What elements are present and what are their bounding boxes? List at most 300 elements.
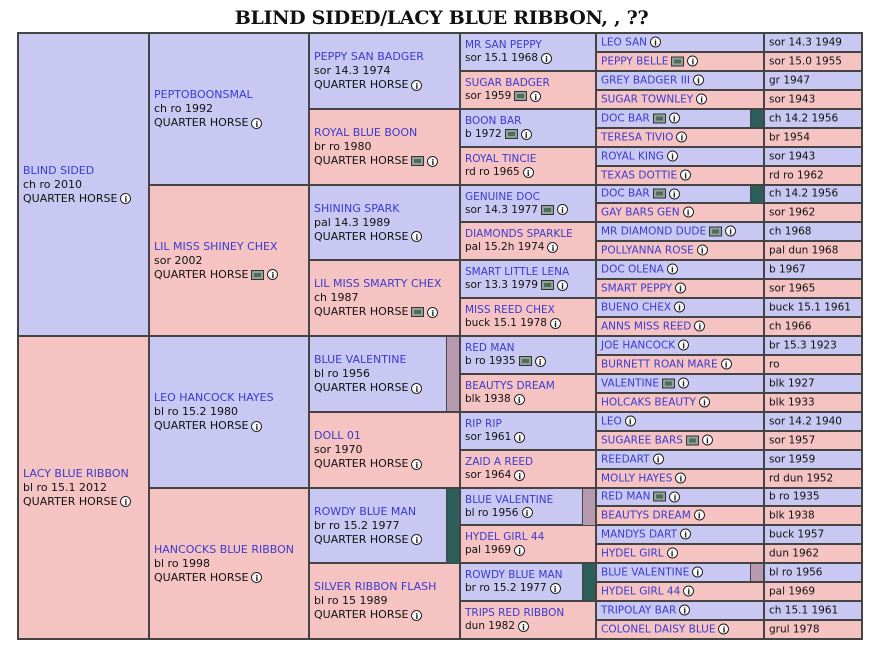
info-circle-icon[interactable]: i [411,383,422,394]
info-circle-icon[interactable]: i [514,432,525,443]
horse-breed: QUARTER HORSE [314,532,409,546]
horse-detail [465,52,593,65]
gen4-horse-cell [460,601,596,639]
horse-info [601,396,761,409]
horse-name-link[interactable]: LACY BLUE RIBBON [23,466,129,480]
horse-breed: QUARTER HORSE [314,229,409,243]
horse-name-link[interactable]: DOLL 01 [314,429,361,442]
photo-icon[interactable] [653,189,666,199]
info-circle-icon[interactable]: i [550,318,561,329]
info-circle-icon[interactable]: i [667,151,678,162]
gen5-detail-cell [764,222,862,241]
photo-icon[interactable] [653,113,666,123]
name-line [314,429,457,443]
gen5-detail-cell [764,317,862,336]
horse-detail [465,204,593,217]
info-circle-icon[interactable]: i [696,94,707,105]
photo-icon[interactable] [671,56,684,66]
gen5-detail-cell [764,620,862,639]
horse-info [314,277,457,319]
horse-detail [465,582,593,595]
name-line [465,607,593,620]
info-circle-icon[interactable]: i [411,534,422,545]
horse-name-link[interactable]: RIP RIP [465,418,502,430]
gen5-horse-cell [596,71,764,90]
horse-color-height-year: sor 1962 [769,206,816,218]
gen3-horse-cell [309,336,460,412]
horse-color-height-year: grul 1978 [769,623,820,635]
gen3-horse-cell [309,563,460,639]
info-circle-icon[interactable]: i [680,529,691,540]
info-circle-icon[interactable]: i [120,496,131,507]
horse-name-link[interactable]: DIAMONDS SPARKLE [465,228,573,240]
info-circle-icon[interactable]: i [514,545,525,556]
name-line [465,418,593,431]
horse-name-link[interactable]: BLUE VALENTINE [601,566,690,578]
horse-info [601,358,761,371]
horse-color-height-year: sor 14.3 1977 [465,203,538,216]
horse-breed: QUARTER HORSE [154,116,249,129]
info-circle-icon[interactable]: i [721,359,732,370]
horse-info [23,467,146,509]
horse-name-link[interactable]: BURNETT ROAN MARE [601,358,718,370]
info-circle-icon[interactable]: i [251,421,262,432]
name-line [465,456,593,469]
horse-detail [465,317,593,330]
gen5-horse-cell [596,222,764,241]
gen5-horse-cell [596,525,764,544]
gen3-horse-cell [309,412,460,488]
horse-info [601,320,761,333]
horse-info [314,429,457,471]
horse-name-link[interactable]: PEPPY SAN BADGER [314,50,424,63]
info-circle-icon[interactable]: i [680,170,691,181]
horse-info [601,585,761,598]
horse-info [601,415,761,428]
horse-breed: QUARTER HORSE [154,419,249,432]
info-circle-icon[interactable]: i [667,264,678,275]
horse-color-height-year: sor 1959 [769,453,816,465]
horse-color-height-year: br 1954 [769,131,811,143]
horse-name-link[interactable]: HANCOCKS BLUE RIBBON [154,542,295,556]
horse-name-link[interactable]: VALENTINE [601,377,660,389]
horse-name-link[interactable]: MISS REED CHEX [465,304,555,316]
horse-color-height-year: ch 14.2 1956 [769,187,839,200]
photo-icon[interactable] [251,270,264,280]
inbreeding-marker [582,488,596,526]
gen5-horse-cell [596,90,764,109]
horse-detail [23,178,146,192]
info-circle-icon[interactable]: i [697,245,708,256]
horse-info [601,188,761,201]
horse-name-link[interactable]: TERESA TIVIO [601,131,674,143]
photo-icon[interactable] [519,356,532,366]
info-circle-icon[interactable]: i [427,156,438,167]
gen5-horse-cell [596,450,764,469]
info-circle-icon[interactable]: i [679,605,690,616]
gen5-horse-cell [596,469,764,488]
horse-name-link[interactable]: GENUINE DOC [465,190,540,203]
info-circle-icon[interactable]: i [411,231,422,242]
name-line [314,50,457,64]
gen5-detail-cell [764,582,862,601]
horse-detail [154,254,306,268]
info-circle-icon[interactable]: i [522,507,533,518]
info-circle-icon[interactable]: i [411,610,422,621]
horse-name-link[interactable]: HOLCAKS BEAUTY [601,396,696,408]
horse-breed: QUARTER HORSE [154,570,249,584]
horse-name-link[interactable]: POLLYANNA ROSE [601,244,694,256]
horse-name-link[interactable]: SHINING SPARK [314,201,400,215]
horse-info [465,456,593,482]
horse-detail [465,469,593,482]
horse-info [465,380,593,406]
horse-detail [314,140,457,154]
horse-breed-line [314,457,457,471]
horse-name-link[interactable]: HYDEL GIRL 44 [465,531,545,543]
info-circle-icon[interactable]: i [669,113,680,124]
info-circle-icon[interactable]: i [514,470,525,481]
horse-color-height-year: sor 13.3 1979 [465,279,538,291]
name-line [154,88,306,102]
gen5-horse-cell [596,336,764,355]
horse-name-link[interactable]: BLUE VALENTINE [314,353,407,366]
horse-breed: QUARTER HORSE [314,608,409,621]
gen4-horse-cell [460,222,596,260]
horse-name-link[interactable]: SMART LITTLE LENA [465,266,570,278]
info-circle-icon[interactable]: i [675,283,686,294]
gen5-detail-cell [764,469,862,488]
info-circle-icon[interactable]: i [411,80,422,91]
horse-name-link[interactable]: HYDEL GIRL [601,547,664,559]
horse-name-link[interactable]: ROWDY BLUE MAN [465,569,563,581]
horse-name-link[interactable]: SMART PEPPY [601,282,673,294]
photo-icon[interactable] [709,226,722,236]
info-circle-icon[interactable]: i [120,193,131,204]
gen5-horse-cell [596,279,764,298]
horse-breed: QUARTER HORSE [154,267,249,281]
gen5-detail-cell [764,166,862,185]
photo-icon[interactable] [541,280,554,290]
info-circle-icon[interactable]: i [653,454,664,465]
info-circle-icon[interactable]: i [541,53,552,64]
horse-name-link[interactable]: TRIPOLAY BAR [601,604,677,616]
horse-color-height-year: sor 1965 [769,282,816,294]
info-circle-icon[interactable]: i [699,397,710,408]
horse-detail [154,102,306,116]
info-circle-icon[interactable]: i [683,586,694,597]
horse-name-link[interactable]: MANDYS DART [601,528,678,540]
horse-name-link[interactable]: PEPTOBOONSMAL [154,88,253,101]
horse-name-link[interactable]: LIL MISS SMARTY CHEX [314,277,442,290]
photo-icon[interactable] [686,435,699,445]
horse-info [601,55,761,68]
horse-color-height-year: sor 14.2 1940 [769,415,842,427]
inbreeding-marker [750,185,764,204]
horse-name-link[interactable]: BLUE VALENTINE [465,493,554,506]
gen5-detail-cell [764,279,862,298]
horse-detail [314,291,457,305]
info-circle-icon[interactable]: i [547,242,558,253]
horse-breed-line [314,230,457,244]
info-circle-icon[interactable]: i [669,188,680,199]
horse-name-link[interactable]: ROYAL TINCIE [465,153,537,165]
gen5-detail-cell [764,450,862,469]
horse-info [465,39,593,65]
info-circle-icon[interactable]: i [535,356,546,367]
name-line [314,126,457,140]
horse-name-link[interactable]: SILVER RIBBON FLASH [314,580,437,593]
horse-name-link[interactable]: COLONEL DAISY BLUE [601,623,716,635]
horse-name-link[interactable]: ROWDY BLUE MAN [314,504,417,518]
info-circle-icon[interactable]: i [550,583,561,594]
gen3-horse-cell [309,33,460,109]
horse-color-height-year: ch ro 1992 [154,102,214,115]
name-line [314,277,457,291]
horse-info [601,547,761,560]
horse-breed: QUARTER HORSE [314,305,409,318]
horse-name-link[interactable]: RED MAN [601,490,651,503]
horse-name-link[interactable]: BEAUTYS DREAM [601,509,691,521]
name-line [465,77,593,90]
horse-color-height-year: rd dun 1952 [769,472,834,484]
info-circle-icon[interactable]: i [683,207,694,218]
gen5-horse-cell [596,185,764,203]
gen5-detail-cell [764,355,862,374]
horse-name-link[interactable]: SUGAREE BARS [601,434,683,446]
horse-name-link[interactable]: ROYAL BLUE BOON [314,126,418,139]
name-line [465,191,593,204]
info-circle-icon[interactable]: i [676,132,687,143]
info-circle-icon[interactable]: i [667,548,678,559]
photo-icon[interactable] [541,205,554,215]
horse-info [465,266,593,292]
gen4-horse-cell [460,336,596,374]
horse-name-link[interactable]: GREY BADGER III [601,74,690,86]
horse-info [601,623,761,636]
gen5-horse-cell [596,166,764,185]
gen4-horse-cell [460,109,596,147]
info-circle-icon[interactable]: i [267,269,278,280]
name-line [465,569,593,582]
name-line [465,153,593,166]
info-circle-icon[interactable]: i [530,91,541,102]
horse-info [154,391,306,433]
horse-info [601,604,761,617]
horse-color-height-year: sor 1959 [465,90,512,102]
info-circle-icon[interactable]: i [557,204,568,215]
gen5-detail-cell [764,506,862,525]
horse-name-link[interactable]: HYDEL GIRL 44 [601,585,681,597]
info-circle-icon[interactable]: i [518,621,529,632]
horse-name-link[interactable]: REEDART [601,453,650,465]
name-line [314,505,457,519]
info-circle-icon[interactable]: i [514,394,525,405]
horse-name-link[interactable]: MR DIAMOND DUDE [601,225,707,237]
info-circle-icon[interactable]: i [427,307,438,318]
horse-breed-line [23,495,146,509]
gen2-horse-cell [149,33,309,185]
horse-name-link[interactable]: ANNS MISS REED [601,320,692,332]
horse-name-link[interactable]: SUGAR BADGER [465,77,550,89]
photo-icon[interactable] [662,378,675,388]
gen5-detail-cell [764,260,862,279]
gen5-horse-cell [596,317,764,336]
horse-breed-line [314,78,457,92]
info-circle-icon[interactable]: i [557,280,568,291]
horse-info [601,434,761,447]
gen4-horse-cell [460,260,596,298]
info-circle-icon[interactable]: i [521,129,532,140]
gen4-horse-cell [460,185,596,222]
horse-name-link[interactable]: TEXAS DOTTIE [601,169,678,181]
horse-name-link[interactable]: MR SAN PEPPY [465,39,542,51]
name-line [465,228,593,241]
horse-name-link[interactable]: DOC BAR [601,112,650,124]
info-circle-icon[interactable]: i [523,167,534,178]
photo-icon[interactable] [653,492,666,502]
gen4-horse-cell [460,450,596,488]
horse-color-height-year: dun 1982 [465,620,516,632]
name-line [465,304,593,317]
horse-name-link[interactable]: DOC OLENA [601,263,664,275]
gen1-horse-cell [18,33,149,336]
gen5-detail-cell [764,563,862,582]
horse-info [465,607,593,633]
gen5-detail-cell [764,71,862,90]
photo-icon[interactable] [411,156,424,166]
info-circle-icon[interactable]: i [675,473,686,484]
gen5-detail-cell [764,544,862,563]
horse-detail [465,431,593,444]
horse-color-height-year: pal 15.2h 1974 [465,241,545,253]
horse-color-height-year: br ro 15.2 1977 [465,582,547,594]
gen5-detail-cell [764,90,862,109]
gen5-horse-cell [596,109,764,128]
horse-name-link[interactable]: DOC BAR [601,187,650,200]
horse-color-height-year: ro [769,358,780,370]
horse-color-height-year: b 1972 [465,128,502,140]
horse-name-link[interactable]: JOE HANCOCK [601,339,676,351]
info-circle-icon[interactable]: i [411,459,422,470]
horse-name-link[interactable]: BEAUTYS DREAM [465,380,555,392]
horse-color-height-year: ch 15.1 1961 [769,604,839,616]
horse-color-height-year: sor 14.3 1949 [769,36,842,48]
info-circle-icon[interactable]: i [694,510,705,521]
name-line [465,115,593,128]
horse-color-height-year: br 15.3 1923 [769,339,837,351]
info-circle-icon[interactable]: i [692,567,703,578]
horse-detail [314,443,457,457]
horse-name-link[interactable]: MOLLY HAYES [601,472,673,484]
info-circle-icon[interactable]: i [725,226,736,237]
horse-color-height-year: ch 14.2 1956 [769,112,839,124]
info-circle-icon[interactable]: i [702,435,713,446]
horse-color-height-year: b ro 1935 [465,355,516,367]
horse-detail [465,241,593,254]
name-line [465,494,593,507]
horse-name-link[interactable]: PEPPY BELLE [601,55,669,67]
info-circle-icon[interactable]: i [251,118,262,129]
info-circle-icon[interactable]: i [674,302,685,313]
info-circle-icon[interactable]: i [718,624,729,635]
horse-name-link[interactable]: LEO SAN [601,36,647,48]
gen5-detail-cell [764,241,862,260]
horse-detail [23,481,146,495]
info-circle-icon[interactable]: i [678,378,689,389]
gen5-detail-cell [764,393,862,412]
info-circle-icon[interactable]: i [678,340,689,351]
gen2-horse-cell [149,336,309,488]
horse-breed: QUARTER HORSE [23,494,118,508]
horse-breed-line [154,571,306,585]
horse-info [601,112,761,125]
gen5-horse-cell [596,488,764,506]
horse-name-link[interactable]: ZAID A REED [465,456,534,468]
horse-color-height-year: sor 1943 [769,93,816,105]
pedigree-grid [17,32,863,640]
horse-color-height-year: pal 1969 [465,544,512,556]
gen4-horse-cell [460,563,596,601]
horse-name-link[interactable]: LIL MISS SHINEY CHEX [154,239,278,253]
horse-color-height-year: rd ro 1965 [465,166,520,178]
photo-icon[interactable] [411,307,424,317]
gen4-horse-cell [460,71,596,109]
horse-detail [314,519,457,533]
gen4-horse-cell [460,33,596,71]
horse-info [154,88,306,130]
info-circle-icon[interactable]: i [687,56,698,67]
horse-color-height-year: bl ro 1956 [465,506,519,519]
gen5-horse-cell [596,147,764,166]
info-circle-icon[interactable]: i [251,572,262,583]
horse-name-link[interactable]: BOON BAR [465,115,522,127]
gen3-horse-cell [309,185,460,260]
horse-info [465,494,593,520]
horse-info [601,509,761,522]
name-line [314,580,457,594]
horse-info [601,339,761,352]
horse-info [601,36,761,49]
gen5-horse-cell [596,563,764,582]
horse-color-height-year: buck 1957 [769,528,825,540]
horse-info [601,244,761,257]
info-circle-icon[interactable]: i [693,75,704,86]
horse-color-height-year: b 1967 [769,263,806,275]
horse-name-link[interactable]: LEO [601,415,622,427]
info-circle-icon[interactable]: i [694,321,705,332]
photo-icon[interactable] [505,129,518,139]
horse-name-link[interactable]: TRIPS RED RIBBON [465,607,565,619]
gen5-horse-cell [596,412,764,431]
horse-breed-line [154,116,306,130]
horse-name-link[interactable]: RED MAN [465,342,515,354]
gen5-horse-cell [596,544,764,563]
photo-icon[interactable] [514,91,527,101]
horse-name-link[interactable]: BUENO CHEX [601,301,672,313]
horse-name-link[interactable]: SUGAR TOWNLEY [601,93,694,105]
info-circle-icon[interactable]: i [625,416,636,427]
horse-name-link[interactable]: ROYAL KING [601,150,664,162]
gen2-horse-cell [149,185,309,336]
horse-name-link[interactable]: LEO HANCOCK HAYES [154,391,274,404]
name-line [23,164,146,178]
horse-name-link[interactable]: BLIND SIDED [23,163,95,177]
info-circle-icon[interactable]: i [650,37,661,48]
horse-name-link[interactable]: GAY BARS GEN [601,206,680,218]
info-circle-icon[interactable]: i [669,491,680,502]
name-line [465,380,593,393]
